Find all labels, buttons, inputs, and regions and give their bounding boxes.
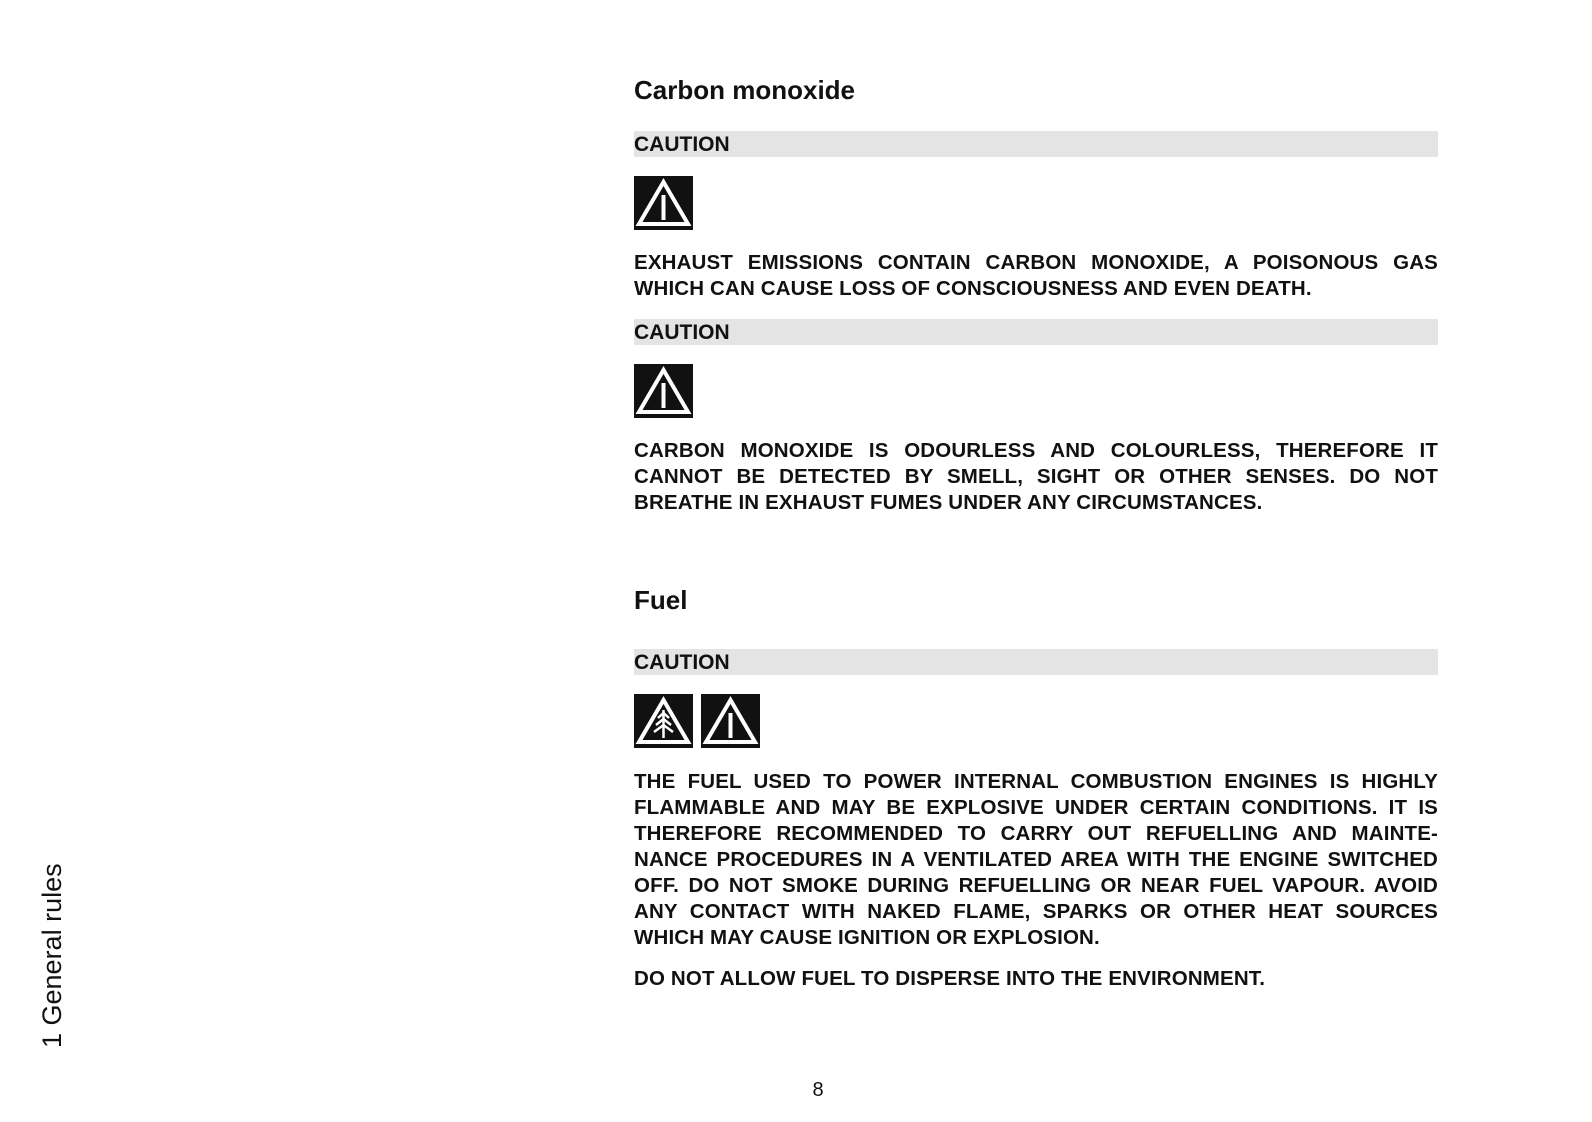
environment-tree-icon	[634, 694, 693, 748]
caution-text-carbon-monoxide-2: CARBON MONOXIDE IS ODOURLESS AND COLOURLESS, THEREFORE IT CANNOT BE DETECTED BY SMELL, SIGHT OR OTHER SENSES. DO NOT BREATHE IN EXHAUST FUMES UNDER ANY CIRCUMSTANCES.	[634, 439, 1438, 514]
chapter-side-label: 1 General rules	[37, 863, 67, 1048]
caution-icons	[634, 176, 693, 230]
caution-label: CAUTION	[634, 321, 730, 344]
caution-label: CAUTION	[634, 651, 730, 674]
warning-triangle-icon	[701, 694, 760, 748]
caution-bar	[634, 649, 1438, 675]
caution-bar	[634, 319, 1438, 345]
caution-note-fuel: DO NOT ALLOW FUEL TO DISPERSE INTO THE ENVIRONMENT.	[634, 967, 1266, 990]
caution-text-carbon-monoxide-1: EXHAUST EMISSIONS CONTAIN CARBON MONOXIDE, A POISONOUS GAS WHICH CAN CAUSE LOSS OF CONSCIOUSNESS AND EVEN DEATH.	[634, 251, 1438, 300]
section-title-carbon-monoxide: Carbon monoxide	[634, 75, 856, 105]
warning-triangle-icon	[634, 364, 693, 418]
caution-text-fuel: THE FUEL USED TO POWER INTERNAL COMBUSTION ENGINES IS HIGHLY FLAMMABLE AND MAY BE EXPLOSIVE UNDER CERTAIN CONDITIONS. IT IS THEREFORE RECOMMENDED TO CARRY OUT REFUELLING AND MAINTE-NANCE PROCEDURES IN A VENTILATED AREA WITH THE ENGINE SWITCHED OFF. DO NOT SMOKE DURING REFUELLING OR NEAR FUEL VAPOUR. AVOID ANY CONTACT WITH NAKED FLAME, SPARKS OR OTHER HEAT SOURCES WHICH MAY CAUSE IGNITION OR EXPLOSION.	[634, 770, 1438, 949]
caution-bar	[634, 131, 1438, 157]
warning-triangle-icon	[634, 176, 693, 230]
caution-icons	[634, 694, 760, 748]
caution-icons	[634, 364, 693, 418]
section-title-fuel: Fuel	[634, 585, 688, 615]
page-number: 8	[812, 1079, 824, 1101]
caution-label: CAUTION	[634, 133, 730, 156]
